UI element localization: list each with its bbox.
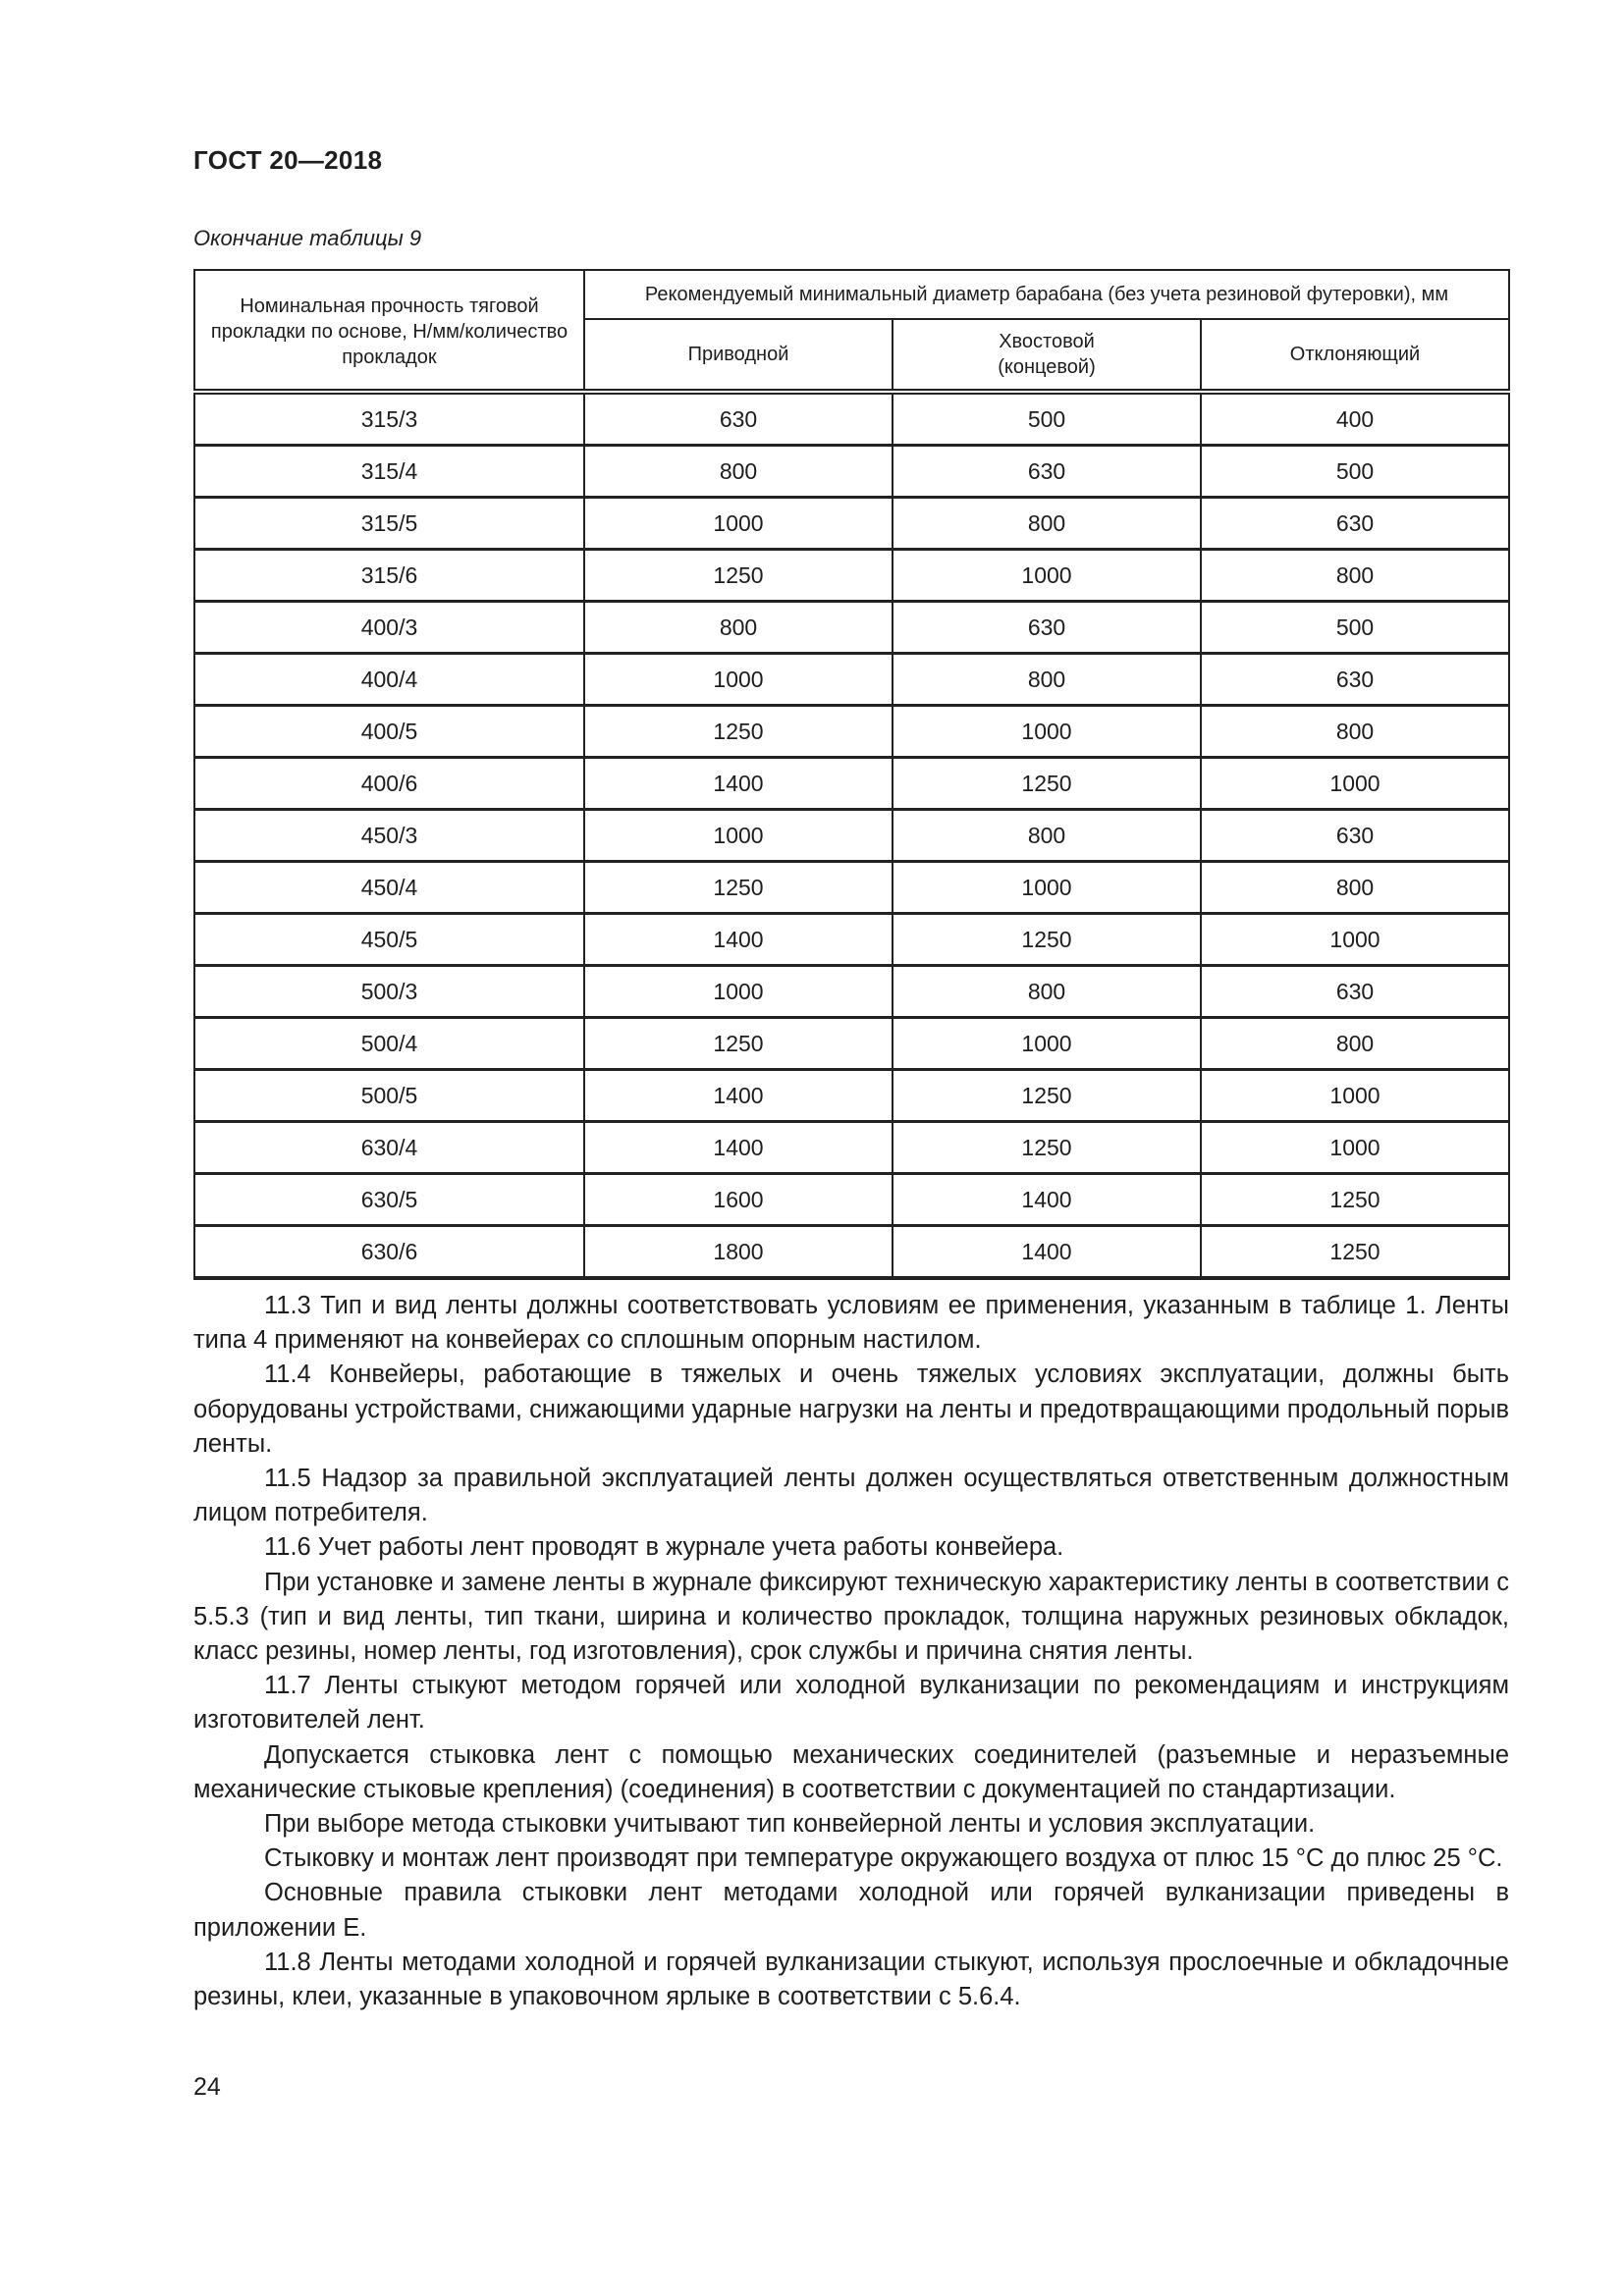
cell-deflecting: 630	[1201, 810, 1509, 862]
cell-tail: 630	[893, 602, 1201, 654]
group-header-diameter: Рекомендуемый минимальный диаметр барабана (без учета резиновой футеровки), мм	[584, 270, 1509, 319]
table-row	[194, 654, 1509, 706]
paragraph: При установке и замене ленты в журнале фиксируют техническую характеристику ленты в соответствии с 5.5.3 (тип и вид ленты, тип ткани, ширина и количество прокладок, толщина наружных резиновых обкладок, класс резины, номер ленты, год изготовления), срок службы и причина снятия ленты.	[193, 1568, 1509, 1666]
cell-drive: 1400	[584, 758, 893, 810]
cell-drive: 800	[584, 446, 893, 498]
cell-tail: 630	[893, 446, 1201, 498]
cell-tail: 800	[893, 654, 1201, 706]
table-row	[194, 1070, 1509, 1122]
column-header-drive: Приводной	[584, 319, 893, 392]
cell-deflecting: 1000	[1201, 914, 1509, 966]
cell-deflecting: 800	[1201, 862, 1509, 914]
paragraph: При выборе метода стыковки учитывают тип конвейерной ленты и условия эксплуатации.	[264, 1810, 1316, 1839]
document-standard-header: ГОСТ 20—2018	[193, 145, 383, 175]
cell-drive: 1250	[584, 550, 893, 602]
cell-deflecting: 400	[1201, 392, 1509, 446]
cell-deflecting: 1000	[1201, 758, 1509, 810]
cell-strength: 315/3	[194, 392, 584, 446]
page-number: 24	[193, 2073, 221, 2101]
column-header-tail-label: Хвостовой (концевой)	[998, 331, 1096, 378]
cell-tail: 1000	[893, 862, 1201, 914]
cell-drive: 1250	[584, 1018, 893, 1070]
cell-drive: 630	[584, 392, 893, 446]
cell-tail: 1250	[893, 758, 1201, 810]
cell-drive: 1250	[584, 862, 893, 914]
cell-drive: 1000	[584, 966, 893, 1018]
cell-tail: 1000	[893, 550, 1201, 602]
cell-strength: 630/4	[194, 1122, 584, 1174]
drum-diameter-table	[193, 269, 1510, 1280]
cell-drive: 1400	[584, 1122, 893, 1174]
cell-tail: 500	[893, 392, 1201, 446]
paragraph: Стыковку и монтаж лент производят при температуре окружающего воздуха от плюс 15 °С до плюс 25 °С.	[264, 1844, 1503, 1873]
column-header-deflecting: Отклоняющий	[1201, 319, 1509, 392]
cell-strength: 400/4	[194, 654, 584, 706]
table-row	[194, 914, 1509, 966]
cell-tail: 800	[893, 966, 1201, 1018]
cell-deflecting: 1250	[1201, 1226, 1509, 1279]
cell-drive: 1000	[584, 498, 893, 550]
cell-strength: 315/4	[194, 446, 584, 498]
table-row	[194, 1226, 1509, 1279]
cell-deflecting: 500	[1201, 602, 1509, 654]
cell-strength: 500/4	[194, 1018, 584, 1070]
cell-deflecting: 800	[1201, 550, 1509, 602]
cell-tail: 1400	[893, 1226, 1201, 1279]
cell-strength: 450/3	[194, 810, 584, 862]
cell-tail: 1250	[893, 914, 1201, 966]
row-header-strength: Номинальная прочность тяговой прокладки по основе, Н/мм/количество прокладок	[194, 270, 584, 392]
cell-deflecting: 800	[1201, 1018, 1509, 1070]
table-row	[194, 1122, 1509, 1174]
cell-deflecting: 630	[1201, 654, 1509, 706]
paragraph: 11.7 Ленты стыкуют методом горячей или холодной вулканизации по рекомендациям и инструкциям изготовителей лент.	[193, 1672, 1509, 1735]
cell-drive: 1250	[584, 706, 893, 758]
table-row	[194, 1174, 1509, 1226]
table-row	[194, 1018, 1509, 1070]
cell-drive: 1400	[584, 914, 893, 966]
table-row	[194, 758, 1509, 810]
table-row	[194, 706, 1509, 758]
table-row	[194, 498, 1509, 550]
cell-strength: 500/5	[194, 1070, 584, 1122]
cell-strength: 500/3	[194, 966, 584, 1018]
column-header-tail	[893, 319, 1201, 392]
body-text	[193, 1289, 1509, 2014]
table-row	[194, 966, 1509, 1018]
cell-deflecting: 1000	[1201, 1070, 1509, 1122]
cell-strength: 315/5	[194, 498, 584, 550]
table-body	[194, 392, 1509, 1278]
paragraph: Основные правила стыковки лент методами холодной или горячей вулканизации приведены в приложении Е.	[193, 1879, 1509, 1942]
paragraph: 11.4 Конвейеры, работающие в тяжелых и очень тяжелых условиях эксплуатации, должны быть оборудованы устройствами, снижающими ударные нагрузки на ленты и предотвращающими продольный порыв ленты.	[193, 1361, 1509, 1458]
cell-drive: 1600	[584, 1174, 893, 1226]
cell-drive: 1000	[584, 810, 893, 862]
cell-strength: 400/6	[194, 758, 584, 810]
cell-drive: 1000	[584, 654, 893, 706]
cell-strength: 400/5	[194, 706, 584, 758]
cell-strength: 315/6	[194, 550, 584, 602]
cell-drive: 800	[584, 602, 893, 654]
cell-drive: 1400	[584, 1070, 893, 1122]
cell-deflecting: 1250	[1201, 1174, 1509, 1226]
paragraph: 11.5 Надзор за правильной эксплуатацией ленты должен осуществляться ответственным должностным лицом потребителя.	[193, 1465, 1509, 1527]
table-row	[194, 550, 1509, 602]
cell-tail: 1000	[893, 706, 1201, 758]
cell-deflecting: 630	[1201, 498, 1509, 550]
cell-tail: 800	[893, 498, 1201, 550]
cell-tail: 1000	[893, 1018, 1201, 1070]
table-row	[194, 446, 1509, 498]
cell-tail: 800	[893, 810, 1201, 862]
cell-strength: 400/3	[194, 602, 584, 654]
cell-tail: 1400	[893, 1174, 1201, 1226]
table-caption: Окончание таблицы 9	[193, 226, 422, 250]
cell-deflecting: 500	[1201, 446, 1509, 498]
paragraph: 11.3 Тип и вид ленты должны соответствовать условиям ее применения, указанным в таблице 1. Ленты типа 4 применяют на конвейерах со сплошным опорным настилом.	[193, 1292, 1509, 1355]
table-row	[194, 810, 1509, 862]
cell-strength: 450/4	[194, 862, 584, 914]
paragraph: 11.6 Учет работы лент проводят в журнале учета работы конвейера.	[264, 1533, 1064, 1562]
cell-tail: 1250	[893, 1070, 1201, 1122]
cell-tail: 1250	[893, 1122, 1201, 1174]
table-row	[194, 392, 1509, 446]
cell-strength: 630/5	[194, 1174, 584, 1226]
table-row	[194, 602, 1509, 654]
cell-deflecting: 630	[1201, 966, 1509, 1018]
paragraph: Допускается стыковка лент с помощью механических соединителей (разъемные и неразъемные механические стыковые крепления) (соединения) в соответствии с документацией по стандартизации.	[193, 1740, 1509, 1803]
cell-strength: 450/5	[194, 914, 584, 966]
cell-drive: 1800	[584, 1226, 893, 1279]
cell-deflecting: 1000	[1201, 1122, 1509, 1174]
table-row	[194, 862, 1509, 914]
cell-deflecting: 800	[1201, 706, 1509, 758]
cell-strength: 630/6	[194, 1226, 584, 1279]
paragraph: 11.8 Ленты методами холодной и горячей вулканизации стыкуют, используя прослоечные и обкладочные резины, клеи, указанные в упаковочном ярлыке в соответствии с 5.6.4.	[193, 1948, 1509, 2011]
